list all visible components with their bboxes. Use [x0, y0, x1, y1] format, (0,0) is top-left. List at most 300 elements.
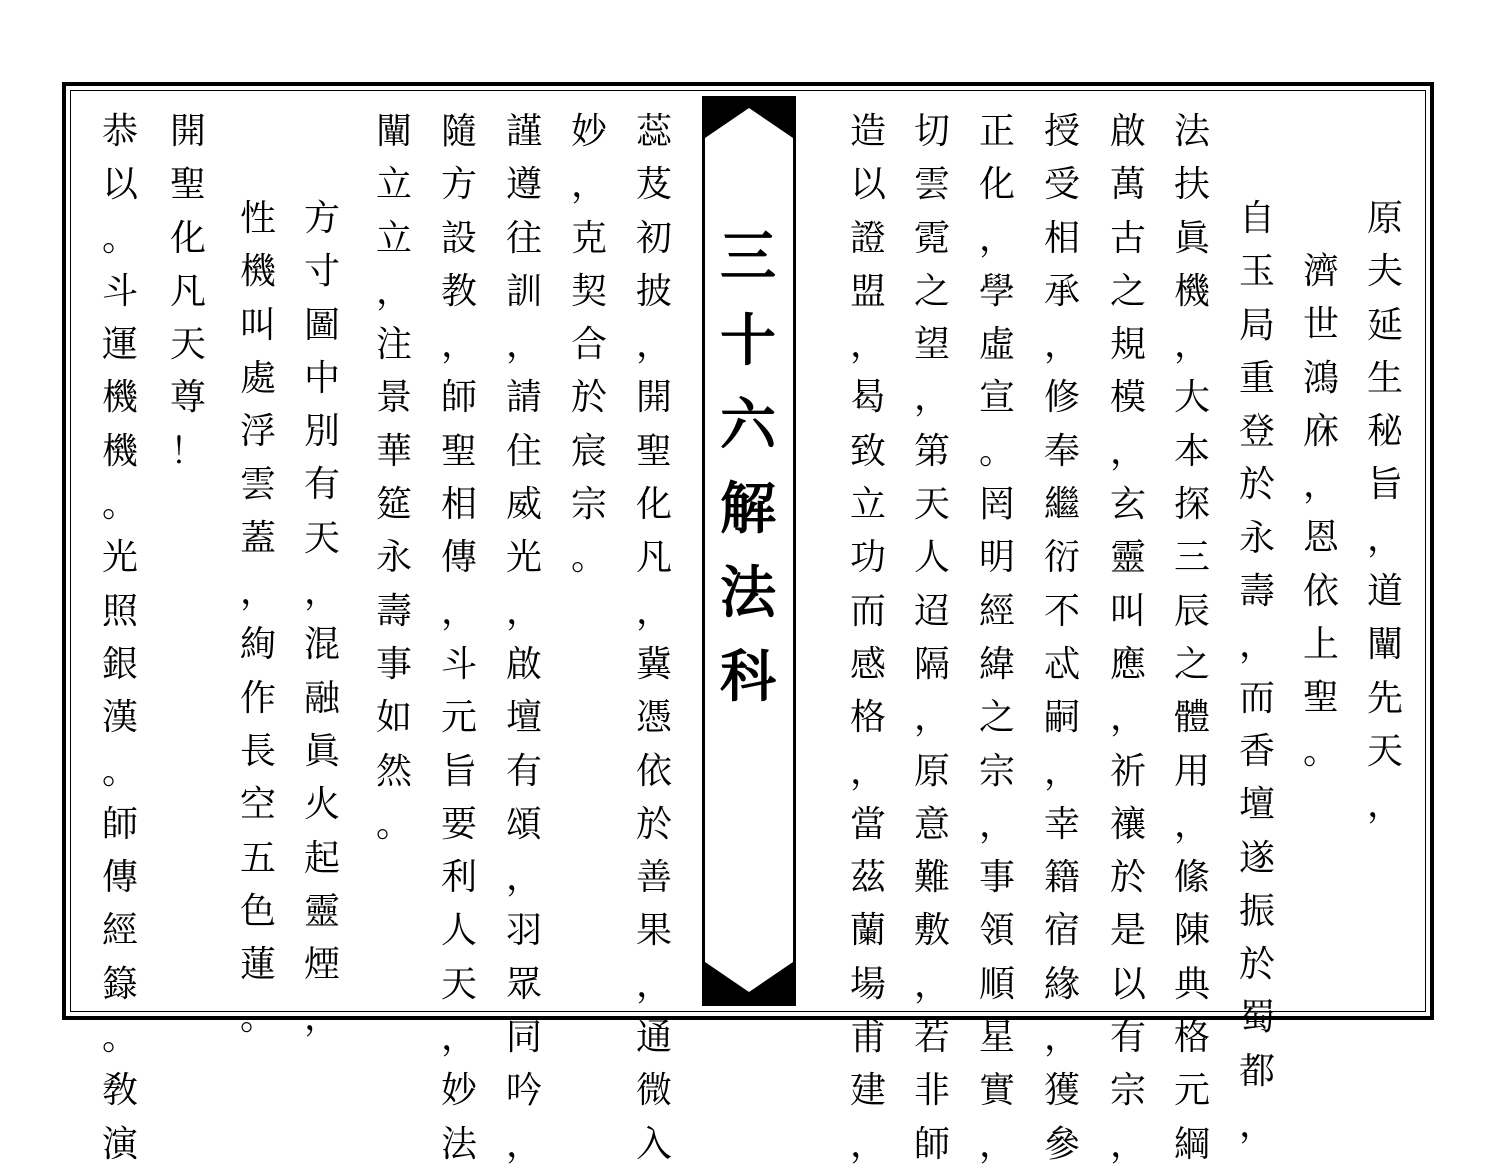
text-character: 然	[375, 750, 412, 792]
left-column-1	[632, 105, 676, 1171]
text-character: 奉	[1043, 430, 1080, 472]
text-character: ，	[1173, 803, 1210, 845]
text-character: 庥	[1302, 410, 1339, 452]
text-character: 銀	[101, 643, 138, 685]
text-character: 建	[849, 1070, 886, 1112]
text-character: 五	[239, 837, 276, 879]
text-character: 意	[913, 803, 950, 845]
text-character: 芨	[635, 164, 672, 206]
text-character: 大	[1173, 377, 1210, 419]
title-character: 科	[720, 644, 776, 710]
text-character: 化	[978, 164, 1015, 206]
text-character: 局	[1238, 304, 1275, 346]
text-character: 是	[1109, 910, 1146, 952]
right-column-1	[1363, 192, 1407, 832]
text-character: 生	[1366, 357, 1403, 399]
text-character: 扶	[1173, 164, 1210, 206]
text-character: 虛	[978, 324, 1015, 366]
text-character: ，	[978, 803, 1015, 845]
text-character: 冀	[635, 643, 672, 685]
text-character: 當	[849, 803, 886, 845]
text-character: 方	[303, 198, 340, 239]
text-character: 蘭	[849, 910, 886, 952]
text-character: 設	[440, 217, 477, 259]
text-character: 恩	[1302, 517, 1339, 559]
text-character: 。	[1302, 730, 1339, 772]
text-character: 探	[1173, 484, 1210, 526]
text-character: 以	[849, 164, 886, 206]
text-character: 善	[635, 857, 672, 899]
text-character: 修	[1043, 377, 1080, 419]
text-character: 住	[505, 430, 542, 472]
text-character: 緯	[978, 643, 1015, 685]
text-character: 授	[1043, 111, 1080, 152]
text-character: 於	[1109, 857, 1146, 899]
text-character: 經	[101, 910, 138, 952]
text-character: 絛	[1173, 857, 1210, 899]
text-character: ，	[440, 324, 477, 366]
text-character: 天	[303, 517, 340, 559]
text-character: 若	[913, 1017, 950, 1059]
text-character: 靈	[303, 890, 340, 932]
text-character: 嗣	[1043, 697, 1080, 739]
text-character: 性	[239, 198, 276, 239]
text-character: ，	[635, 590, 672, 632]
text-character: 人	[913, 537, 950, 579]
text-character: 陳	[1173, 910, 1210, 952]
text-character: 教	[440, 270, 477, 312]
text-character: 第	[913, 430, 950, 472]
text-character: 本	[1173, 430, 1210, 472]
text-character: 方	[440, 164, 477, 206]
text-character: 師	[101, 803, 138, 845]
text-character: 甫	[849, 1017, 886, 1059]
text-character: 景	[375, 377, 412, 419]
text-character: 開	[635, 377, 672, 419]
text-character: 以	[101, 164, 138, 206]
text-character: 於	[635, 803, 672, 845]
text-character: ，	[913, 697, 950, 739]
text-character: 辰	[1173, 590, 1210, 632]
text-character: 妙	[440, 1070, 477, 1112]
text-character: ，	[913, 377, 950, 419]
text-character: 闡	[1366, 624, 1403, 666]
text-character: 化	[169, 217, 206, 259]
text-character: 師	[913, 1123, 950, 1165]
left-column-3	[502, 105, 546, 1171]
text-character: 師	[440, 377, 477, 419]
text-character: 之	[1173, 643, 1210, 685]
text-character: ，	[913, 963, 950, 1005]
text-character: 造	[849, 111, 886, 152]
text-character: 元	[1173, 1070, 1210, 1112]
text-character: 領	[978, 910, 1015, 952]
text-character: 於	[1238, 944, 1275, 986]
text-character: 天	[913, 484, 950, 526]
right-column-7	[975, 105, 1019, 1171]
text-character: 聖	[440, 430, 477, 472]
text-character: ，	[375, 270, 412, 312]
text-character: 典	[1173, 963, 1210, 1005]
text-character: ，	[1043, 1017, 1080, 1059]
text-character: 火	[303, 784, 340, 826]
text-character: 合	[570, 324, 607, 366]
text-character: 天	[440, 963, 477, 1005]
text-character: ，	[570, 164, 607, 206]
text-character: 體	[1173, 697, 1210, 739]
text-character: ，	[440, 590, 477, 632]
text-character: 幸	[1043, 803, 1080, 845]
text-character: 原	[913, 750, 950, 792]
text-character: 學	[978, 270, 1015, 312]
text-character: 啟	[1109, 111, 1146, 152]
text-character: 華	[375, 430, 412, 472]
text-character: 機	[1173, 270, 1210, 312]
text-character: 請	[505, 377, 542, 419]
text-character: 於	[570, 377, 607, 419]
text-character: 祈	[1109, 750, 1146, 792]
text-character: 敷	[913, 910, 950, 952]
text-character: 場	[849, 963, 886, 1005]
text-character: 功	[849, 537, 886, 579]
text-character: 闡	[375, 111, 412, 152]
text-character: 。	[375, 803, 412, 845]
text-character: 香	[1238, 730, 1275, 772]
text-character: ，	[1043, 324, 1080, 366]
text-character: ！	[169, 430, 206, 472]
text-character: ，	[1109, 697, 1146, 739]
text-character: 登	[1238, 411, 1275, 453]
text-character: ，	[849, 1123, 886, 1165]
title-character: 解	[720, 476, 776, 542]
text-character: 道	[1366, 571, 1403, 613]
text-character: 玉	[1238, 251, 1275, 293]
text-character: 實	[978, 1070, 1015, 1112]
left-column-4	[437, 105, 481, 1171]
text-character: 上	[1302, 624, 1339, 666]
text-character: 披	[635, 270, 672, 312]
text-character: 經	[978, 590, 1015, 632]
right-column-3	[1235, 192, 1279, 1151]
text-character: 。	[101, 484, 138, 526]
text-character: 濟	[1302, 251, 1339, 292]
text-character: 緣	[1043, 963, 1080, 1005]
scripture-title	[716, 215, 780, 719]
text-character: ，	[978, 1123, 1015, 1165]
text-character: 模	[1109, 377, 1146, 419]
text-character: ，	[505, 1123, 542, 1165]
text-character: 玄	[1109, 484, 1146, 526]
text-character: 立	[849, 484, 886, 526]
text-character: 長	[239, 730, 276, 772]
text-character: 傳	[440, 537, 477, 579]
text-character: 絢	[239, 624, 276, 666]
text-character: 順	[978, 963, 1015, 1005]
text-character: 運	[101, 324, 138, 366]
text-character: 聖	[169, 164, 206, 206]
text-character: 克	[570, 217, 607, 259]
text-character: 籙	[101, 963, 138, 1005]
text-character: 雲	[239, 464, 276, 506]
text-character: 往	[505, 217, 542, 259]
text-character: ，	[1109, 1123, 1146, 1165]
text-character: 有	[505, 750, 542, 792]
text-character: 契	[570, 270, 607, 312]
text-character: 壽	[375, 590, 412, 632]
text-character: 煙	[303, 944, 340, 986]
text-character: 切	[913, 111, 950, 152]
text-character: 法	[440, 1123, 477, 1165]
text-character: 注	[375, 324, 412, 366]
text-character: 感	[849, 643, 886, 685]
text-character: 事	[375, 643, 412, 685]
text-character: 照	[101, 590, 138, 632]
text-character: 叫	[239, 304, 276, 346]
text-character: 妙	[570, 111, 607, 152]
right-column-6	[1040, 105, 1084, 1171]
text-character: 天	[1366, 730, 1403, 772]
text-character: 斗	[101, 270, 138, 312]
text-character: 夫	[1366, 251, 1403, 293]
text-character: 世	[1302, 304, 1339, 346]
text-character: 明	[978, 537, 1015, 579]
text-character: ，	[978, 217, 1015, 259]
text-character: 羽	[505, 910, 542, 952]
text-character: 有	[303, 464, 340, 506]
text-character: 衍	[1043, 537, 1080, 579]
text-character: 斗	[440, 643, 477, 685]
text-character: 聖	[1302, 677, 1339, 719]
text-character: 不	[1043, 590, 1080, 632]
text-character: ，	[1109, 430, 1146, 472]
text-character: 正	[978, 111, 1015, 152]
top-fishtail-ornament	[705, 99, 793, 138]
text-character: 凡	[635, 537, 672, 579]
text-character: 而	[1238, 677, 1275, 719]
text-character: 。	[101, 750, 138, 792]
text-character: 自	[1238, 198, 1275, 239]
text-character: 而	[849, 590, 886, 632]
text-character: 依	[1302, 570, 1339, 612]
text-character: ，	[239, 571, 276, 613]
text-character: ，	[505, 857, 542, 899]
text-character: 宗	[570, 484, 607, 526]
text-character: 宗	[1109, 1070, 1146, 1112]
text-character: 之	[1109, 270, 1146, 312]
text-character: 機	[101, 377, 138, 419]
right-column-9	[846, 105, 890, 1171]
text-character: 振	[1238, 890, 1275, 932]
text-character: 綱	[1173, 1123, 1210, 1165]
title-character: 十	[720, 308, 776, 374]
text-character: 延	[1366, 304, 1403, 346]
text-character: 用	[1173, 750, 1210, 792]
text-character: 雲	[913, 164, 950, 206]
text-character: 叫	[1109, 590, 1146, 632]
text-character: 微	[635, 1070, 672, 1112]
text-character: 星	[978, 1017, 1015, 1059]
text-character: 格	[849, 697, 886, 739]
text-character: 罔	[978, 484, 1015, 526]
text-character: 古	[1109, 217, 1146, 259]
title-character: 三	[720, 224, 776, 290]
text-character: 通	[635, 1017, 672, 1059]
text-character: 圖	[303, 304, 340, 346]
text-character: 恭	[101, 111, 138, 152]
text-character: ，	[849, 750, 886, 792]
text-character: 漢	[101, 697, 138, 739]
text-character: 聖	[635, 430, 672, 472]
text-character: 永	[375, 537, 412, 579]
text-character: 旨	[1366, 464, 1403, 506]
text-character: 光	[101, 537, 138, 579]
text-character: ，	[1366, 784, 1403, 826]
text-character: 宸	[570, 430, 607, 472]
text-character: 三	[1173, 537, 1210, 579]
text-character: 難	[913, 857, 950, 899]
text-character: 秘	[1366, 411, 1403, 453]
text-character: 致	[849, 430, 886, 472]
text-character: 應	[1109, 643, 1146, 685]
text-character: 中	[303, 357, 340, 399]
text-character: 茲	[849, 857, 886, 899]
text-character: 立	[375, 164, 412, 206]
text-character: 法	[1173, 111, 1210, 152]
text-character: 威	[505, 484, 542, 526]
text-character: 隨	[440, 111, 477, 152]
text-character: 蓋	[239, 517, 276, 559]
text-character: ，	[1302, 464, 1339, 506]
text-character: ，	[635, 324, 672, 366]
text-character: 有	[1109, 1017, 1146, 1059]
text-character: 處	[239, 357, 276, 399]
text-character: 筵	[375, 484, 412, 526]
text-character: 別	[303, 411, 340, 453]
text-character: 靈	[1109, 537, 1146, 579]
text-character: 訓	[505, 270, 542, 312]
text-character: 參	[1043, 1123, 1080, 1165]
text-character: 鴻	[1302, 357, 1339, 399]
text-character: 。	[101, 217, 138, 259]
text-character: 蓮	[239, 944, 276, 986]
text-character: 起	[303, 837, 340, 879]
text-character: 元	[440, 697, 477, 739]
text-character: 色	[239, 890, 276, 932]
text-character: 傳	[101, 857, 138, 899]
text-character: 空	[239, 784, 276, 826]
text-character: 宗	[978, 750, 1015, 792]
text-character: 利	[440, 857, 477, 899]
text-character: 旨	[440, 750, 477, 792]
text-character: 以	[1109, 963, 1146, 1005]
right-column-5	[1106, 105, 1150, 1171]
left-column-7	[236, 192, 280, 1045]
text-character: 遂	[1238, 837, 1275, 879]
text-character: 於	[1238, 464, 1275, 506]
text-character: 之	[978, 697, 1015, 739]
text-character: 曷	[849, 377, 886, 419]
text-character: 事	[978, 857, 1015, 899]
text-character: 演	[101, 1123, 138, 1165]
text-character: 頌	[505, 803, 542, 845]
text-character: 受	[1043, 164, 1080, 206]
text-character: 。	[101, 1017, 138, 1059]
text-character: 原	[1366, 198, 1403, 239]
text-character: 籍	[1043, 857, 1080, 899]
text-character: 憑	[635, 697, 672, 739]
text-character: 果	[635, 910, 672, 952]
text-character: ，	[1366, 517, 1403, 559]
text-character: 同	[505, 1017, 542, 1059]
text-character: 宣	[978, 377, 1015, 419]
text-character: 都	[1238, 1050, 1275, 1092]
text-character: 光	[505, 537, 542, 579]
text-character: 融	[303, 677, 340, 719]
text-character: 浮	[239, 411, 276, 453]
text-character: 禳	[1109, 803, 1146, 845]
text-character: 望	[913, 324, 950, 366]
text-character: ，	[505, 324, 542, 366]
text-character: 人	[440, 910, 477, 952]
text-character: ，	[440, 1017, 477, 1059]
text-character: 立	[375, 217, 412, 259]
text-character: 壇	[1238, 784, 1275, 826]
text-character: 凡	[169, 270, 206, 312]
left-column-9	[98, 105, 142, 1171]
text-character: 眾	[505, 963, 542, 1005]
text-character: 永	[1238, 517, 1275, 559]
text-character: 作	[239, 677, 276, 719]
text-character: 。	[239, 997, 276, 1039]
text-character: 蜀	[1238, 997, 1275, 1039]
text-character: 天	[169, 324, 206, 366]
text-character: 眞	[303, 730, 340, 772]
text-character: 吟	[505, 1070, 542, 1112]
text-character: 迢	[913, 590, 950, 632]
text-character: ，	[505, 590, 542, 632]
text-character: 非	[913, 1070, 950, 1112]
bottom-fishtail-ornament	[705, 962, 793, 1003]
text-character: 入	[635, 1123, 672, 1165]
text-character: 要	[440, 803, 477, 845]
text-character: 宿	[1043, 910, 1080, 952]
text-character: ，	[849, 324, 886, 366]
left-column-8	[166, 105, 210, 478]
text-character: 。	[978, 430, 1015, 472]
text-character: 規	[1109, 324, 1146, 366]
text-character: 敎	[101, 1070, 138, 1112]
text-character: ，	[1238, 624, 1275, 666]
left-column-2	[567, 105, 611, 585]
text-character: 繼	[1043, 484, 1080, 526]
text-character: 證	[849, 217, 886, 259]
text-character: 相	[1043, 217, 1080, 259]
text-character: ，	[1238, 1104, 1275, 1146]
text-character: 霓	[913, 217, 950, 259]
right-column-4	[1170, 105, 1214, 1171]
text-character: 盟	[849, 270, 886, 312]
text-character: 。	[570, 537, 607, 579]
text-character: 忒	[1043, 643, 1080, 685]
text-character: 承	[1043, 270, 1080, 312]
text-character: 混	[303, 624, 340, 666]
text-character: 開	[169, 111, 206, 152]
text-character: 尊	[169, 377, 206, 419]
text-character: 機	[101, 430, 138, 472]
text-character: 壇	[505, 697, 542, 739]
right-column-2	[1299, 245, 1343, 778]
text-character: 萬	[1109, 164, 1146, 206]
